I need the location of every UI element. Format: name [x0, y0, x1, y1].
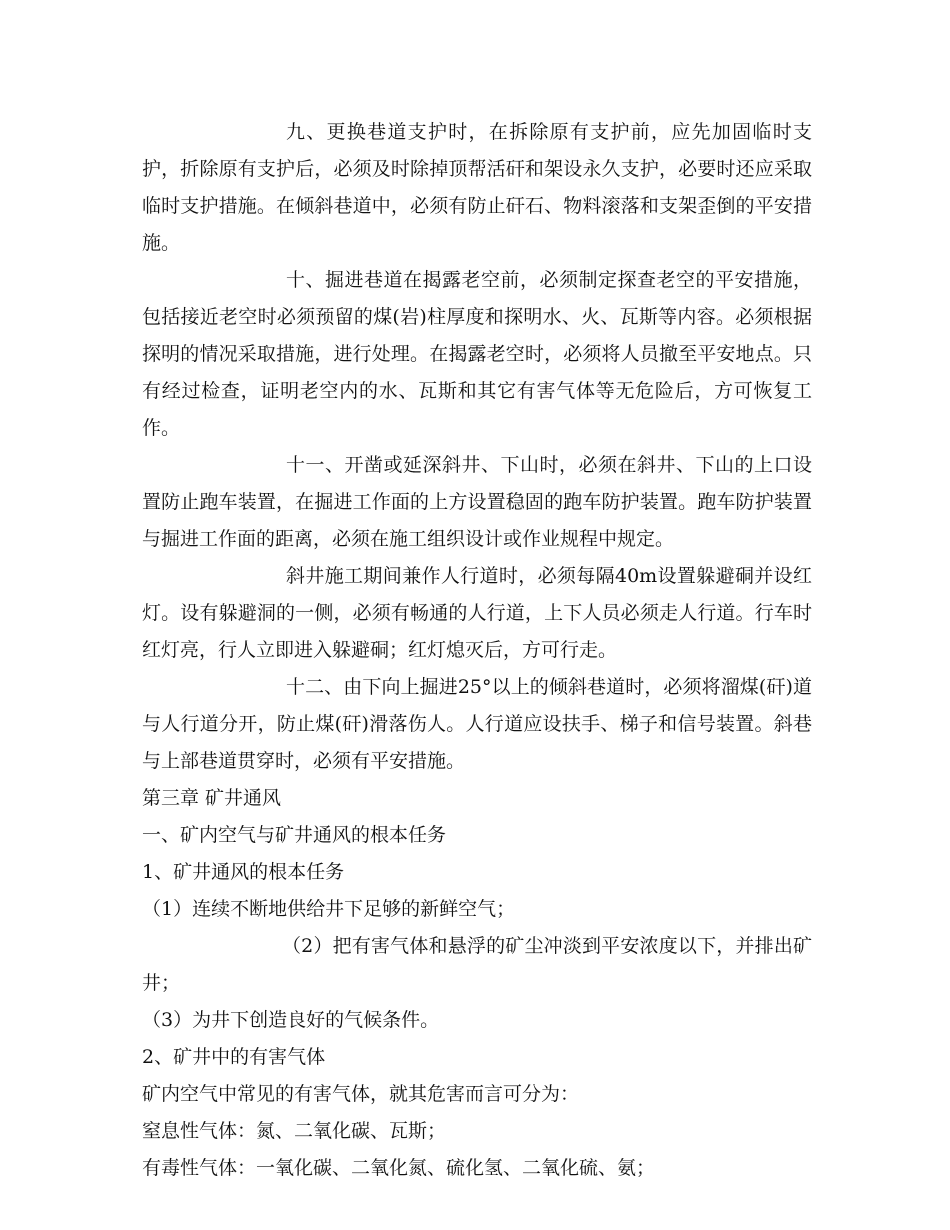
chapter-heading: 第三章 矿井通风	[142, 787, 282, 809]
paragraph-eleven: 十一、开凿或延深斜井、下山时，必须在斜井、下山的上口设置防止跑车装置，在掘进工作面的上方设置稳固的跑车防护装置。跑车防护装置与掘进工作面的距离，必须在施工组织设计或作业规程中规定。	[142, 454, 812, 550]
document-body	[142, 114, 812, 1187]
subsection-heading: 2、矿井中的有害气体	[142, 1046, 326, 1068]
paragraph-twelve: 十二、由下向上掘进25°以上的倾斜巷道时，必须将溜煤(矸)道与人行道分开，防止煤(矸)滑落伤人。人行道应设扶手、梯子和信号装置。斜巷与上部巷道贯穿时，必须有平安措施。	[142, 676, 812, 772]
list-item: （1）连续不断地供给井下足够的新鲜空气；	[142, 898, 516, 920]
section-heading: 一、矿内空气与矿井通风的根本任务	[142, 824, 447, 846]
paragraph-nine: 九、更换巷道支护时，在拆除原有支护前，应先加固临时支护，折除原有支护后，必须及时除掉顶帮活矸和架设永久支护，必要时还应采取临时支护措施。在倾斜巷道中，必须有防止矸石、物料滚落和支架歪倒的平安措施。	[142, 121, 812, 254]
body-line: 矿内空气中常见的有害气体，就其危害而言可分为：	[142, 1083, 580, 1105]
subsection-heading: 1、矿井通风的根本任务	[142, 861, 345, 883]
body-line: 窒息性气体：氮、二氧化碳、瓦斯；	[142, 1120, 447, 1142]
paragraph-inclined-shaft: 斜井施工期间兼作人行道时，必须每隔40m设置躲避硐并设红灯。设有躲避洞的一侧，必须有畅通的人行道，上下人员必须走人行道。行车时红灯亮，行人立即进入躲避硐；红灯熄灭后，方可行走。	[142, 565, 812, 661]
paragraph-ten: 十、掘进巷道在揭露老空前，必须制定探查老空的平安措施，包括接近老空时必须预留的煤(岩)柱厚度和探明水、火、瓦斯等内容。必须根据探明的情况采取措施，进行处理。在揭露老空时，必须将人员撤至平安地点。只有经过检查，证明老空内的水、瓦斯和其它有害气体等无危险后，方可恢复工作。	[142, 269, 812, 439]
list-item: （3）为井下创造良好的气候条件。	[142, 1009, 440, 1031]
list-item: （2）把有害气体和悬浮的矿尘冲淡到平安浓度以下，并排出矿井；	[142, 935, 812, 994]
body-line: 有毒性气体：一氧化碳、二氧化氮、硫化氢、二氧化硫、氨；	[142, 1157, 656, 1179]
